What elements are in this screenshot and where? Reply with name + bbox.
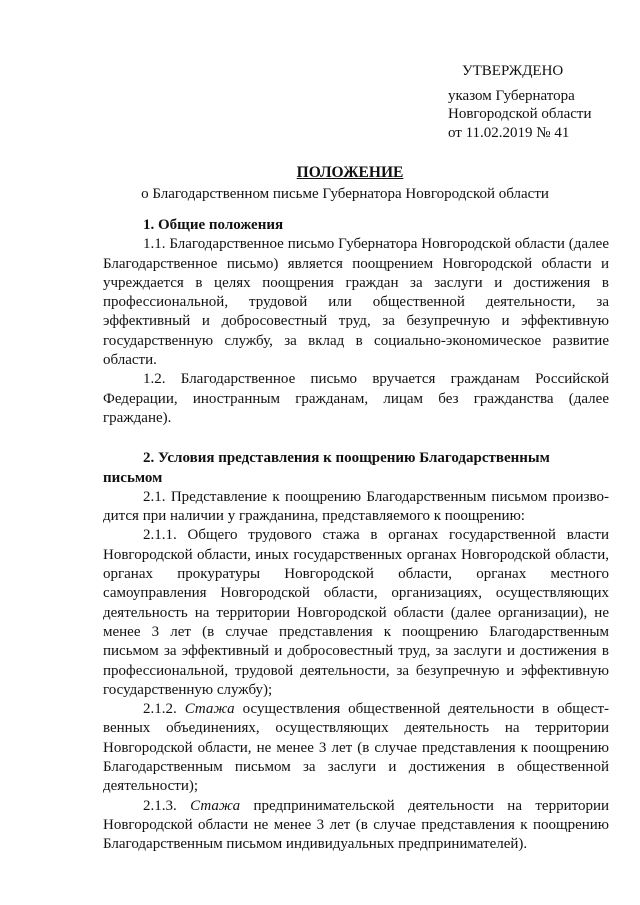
paragraph-2-1-3-text: предпринимательской деятельности на территории Новгородской области не менее 3 лет (в случае представления к поощрению Благодарственным письмом индивидуальных предпринимателей). <box>103 797 610 853</box>
document-body <box>103 216 609 855</box>
paragraph-2-1-2-italic: Стажа <box>184 701 235 718</box>
approval-line-2: Новгородской области <box>448 106 592 122</box>
paragraph-1-1: 1.1. Благодарственное письмо Губернатора Новгородской области (далее Благодарственное письмо) является поощрением Новгородской области и учреждается в целях поощрения граждан за заслуги и достижения в профессиональной, трудовой или общественной деятельности, за эффективный и добросовестный труд, за безупречную и эффективную государственную службу, за вклад в социально-экономическое развитие области. <box>103 236 609 369</box>
section-gap <box>103 428 609 449</box>
paragraph-2-1-2 <box>103 700 609 796</box>
document-title-block <box>0 164 640 203</box>
paragraph-2-1-2-number: 2.1.2. <box>143 701 177 718</box>
approval-line-3: от 11.02.2019 № 41 <box>448 124 570 141</box>
paragraph-2-1: 2.1. Представление к поощрению Благодарственным письмом произво-дится при наличии у гражданина, представляемого к поощрению: <box>103 488 609 525</box>
document-subtitle: о Благодарственном письме Губернатора Новгородской области <box>141 186 549 202</box>
approval-line-1: указом Губернатора <box>448 87 575 104</box>
paragraph-2-1-3-number: 2.1.3. <box>143 797 177 814</box>
paragraph-1-2: 1.2. Благодарственное письмо вручается гражданам Российской Федерации, иностранным гражданам, лицам без гражданства (далее граждане). <box>103 371 609 426</box>
paragraph-2-1-1: 2.1.1. Общего трудового стажа в органах государственной власти Новгородской области, иных государственных органах Новгородской области, органах прокуратуры Новгородской области, органах местного самоуправления Новгородской области, организациях, осуществляющих деятельность на территории Новгородской области (далее организации), не менее 3 лет (в случае представления к поощрению Благодарственным письмом за эффективный и добросовестный труд, за заслуги и достижения в профессиональной, трудовой деятельности, за безупречную и эффективную государственную службу); <box>103 527 609 698</box>
paragraph-2-1-3 <box>103 797 609 855</box>
paragraph-2-1-3-italic: Стажа <box>190 797 241 814</box>
approval-stamp <box>448 62 592 142</box>
section-2-heading: 2. Условия представления к поощрению Благодарственным письмом <box>103 450 550 486</box>
approval-head: УТВЕРЖДЕНО <box>462 63 564 79</box>
paragraph-2-1-2-text: осуществления общественной деятельности в общест-венных объединениях, осуществляющих деятельность на территории Новгородской области, не менее 3 лет (в случае представления к поощрению Благодарственным письмом за заслуги и достижения в общественной деятельности); <box>103 701 609 795</box>
document-title: ПОЛОЖЕНИЕ <box>296 164 404 181</box>
section-1-heading: 1. Общие положения <box>143 217 284 233</box>
